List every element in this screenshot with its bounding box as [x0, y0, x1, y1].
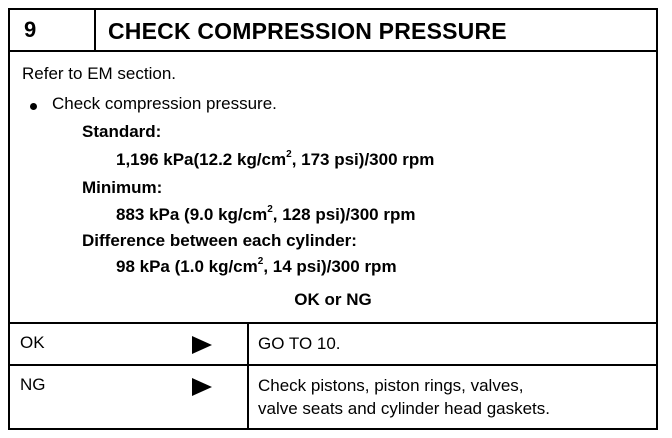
- bullet-icon: [30, 103, 37, 110]
- standard-value: 1,196 kPa(12.2 $kg/cm^2$, 173 psi)/300 rpm: [116, 149, 435, 169]
- result-action: Check pistons, piston rings, valves, valve seats and cylinder head gaskets.: [258, 376, 551, 418]
- difference-value: 98 kPa (1.0 $kg/cm^2$, 14 psi)/300 rpm: [116, 256, 397, 276]
- result-action: GO TO 10.: [258, 334, 341, 353]
- result-label: OK: [20, 333, 45, 352]
- standard-label: Standard:: [82, 122, 162, 141]
- arrow-right-icon: [192, 378, 212, 396]
- step-number: 9: [10, 10, 96, 50]
- difference-label: Difference between each cylinder:: [82, 231, 357, 250]
- minimum-value: 883 kPa (9.0 $kg/cm^2$, 128 psi)/300 rpm: [116, 204, 416, 224]
- bullet-text: Check compression pressure.: [52, 94, 277, 113]
- arrow-right-icon: [192, 336, 212, 354]
- step-header: [10, 10, 656, 52]
- result-row-ng: [10, 364, 656, 428]
- result-row-ok: [10, 322, 656, 364]
- intro-text: Refer to EM section.: [22, 64, 177, 83]
- step-body: [10, 52, 656, 322]
- result-label: NG: [20, 375, 46, 394]
- minimum-label: Minimum:: [82, 178, 163, 197]
- step-title: CHECK COMPRESSION PRESSURE: [108, 18, 507, 44]
- procedure-table: [8, 8, 658, 430]
- result-prompt: OK or NG: [294, 290, 372, 309]
